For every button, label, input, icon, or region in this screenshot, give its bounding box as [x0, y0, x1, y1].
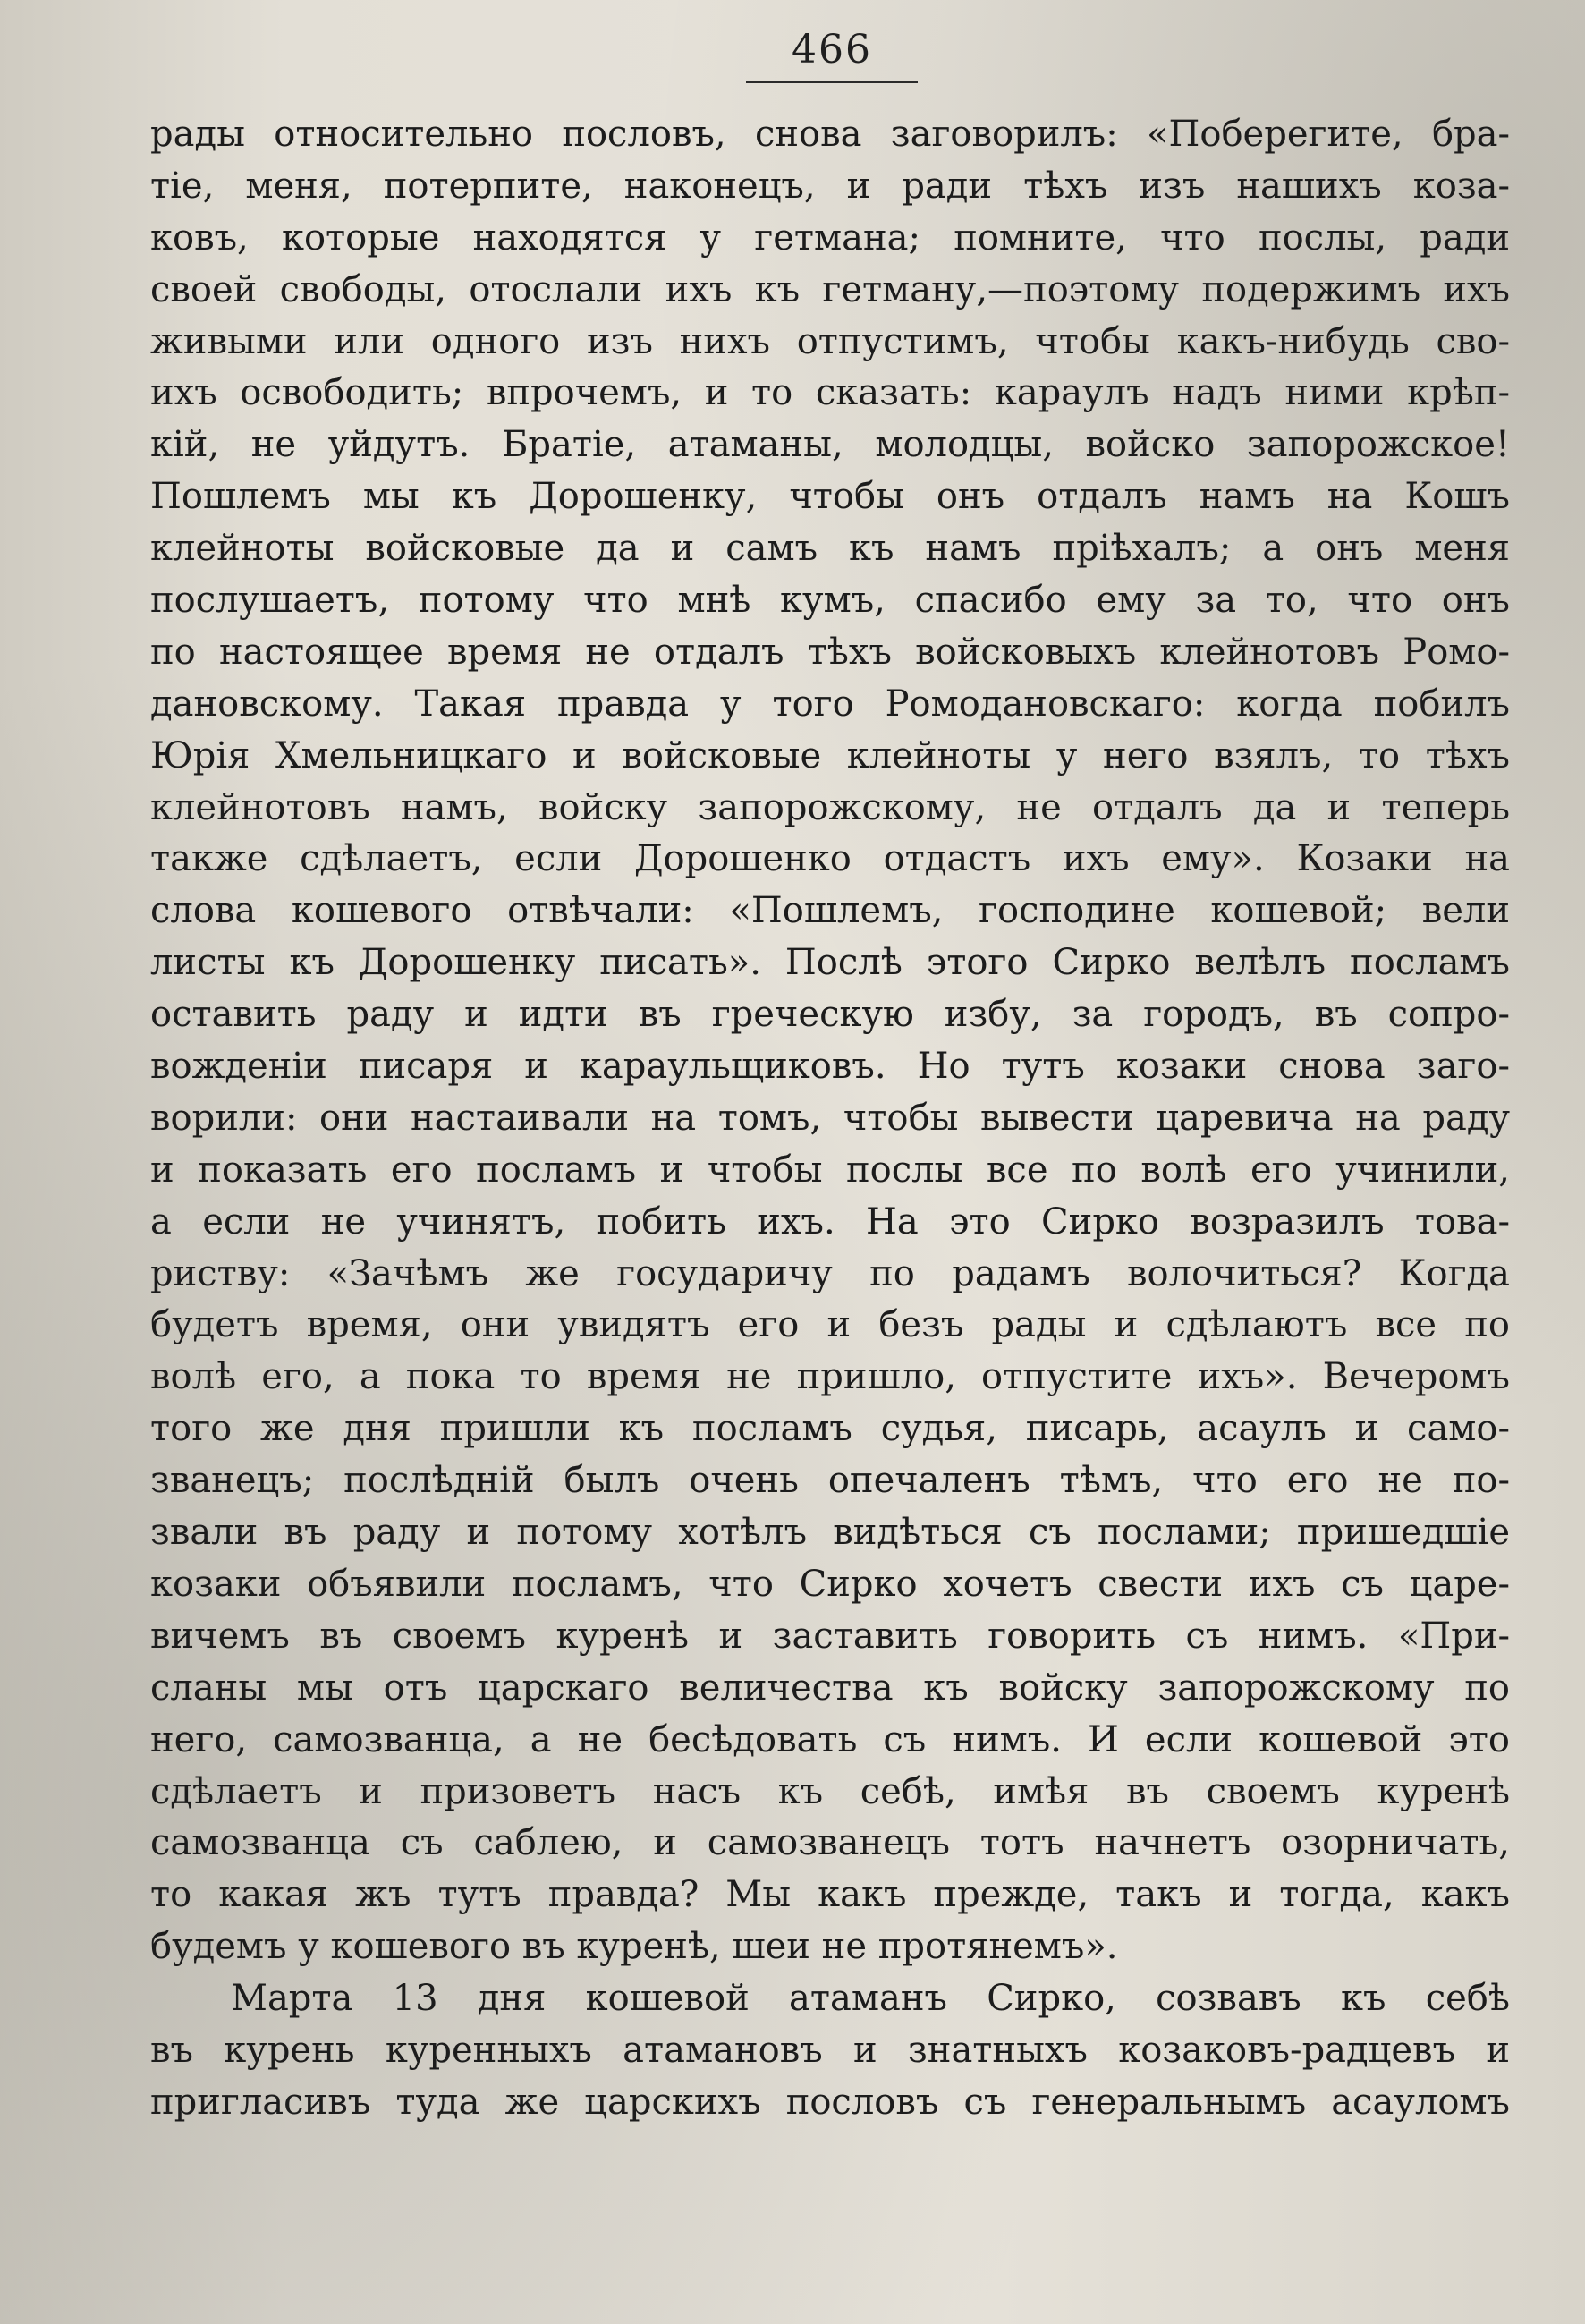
text-line: будемъ у кошевого въ куренѣ, шеи не протянемъ».	[150, 1926, 1118, 1968]
text-line: по настоящее время не отдалъ тѣхъ войсковыхъ клейнотовъ Ромо-	[150, 631, 1510, 673]
text-line: звали въ раду и потому хотѣлъ видѣться съ послами; пришедшіе	[150, 1512, 1510, 1554]
text-line: того же дня пришли къ посламъ судья, писарь, асаулъ и само-	[150, 1408, 1510, 1450]
text-line: будетъ время, они увидятъ его и безъ рады и сдѣлаютъ все по	[150, 1304, 1510, 1346]
text-line: живыми или одного изъ нихъ отпустимъ, чтобы какъ-нибудь сво-	[150, 320, 1510, 362]
text-line: званецъ; послѣдній былъ очень опечаленъ тѣмъ, что его не по-	[150, 1460, 1510, 1502]
text-line: Юрія Хмельницкаго и войсковые клейноты у него взялъ, то тѣхъ	[150, 734, 1510, 776]
text-line: сдѣлаетъ и призоветъ насъ къ себѣ, имѣя въ своемъ куренѣ	[150, 1770, 1510, 1812]
text-line: и показать его посламъ и чтобы послы все по волѣ его учинили,	[150, 1149, 1510, 1191]
text-line: въ курень куренныхъ атамановъ и знатныхъ козаковъ-радцевъ и	[150, 2029, 1510, 2071]
text-line: сланы мы отъ царскаго величества къ войску запорожскому по	[150, 1667, 1510, 1709]
text-line: слова кошевого отвѣчали: «Пошлемъ, господине кошевой; вели	[150, 890, 1510, 932]
text-line: клейноты войсковые да и самъ къ намъ пріѣхалъ; а онъ меня	[150, 528, 1510, 570]
text-line: послушаетъ, потому что мнѣ кумъ, спасибо ему за то, что онъ	[150, 580, 1510, 622]
text-line: пригласивъ туда же царскихъ пословъ съ генеральнымъ асауломъ	[150, 2081, 1510, 2123]
text-line: своей свободы, отослали ихъ къ гетману,—поэтому подержимъ ихъ	[150, 268, 1510, 310]
text-line: оставить раду и идти въ греческую избу, за городъ, въ сопро-	[150, 994, 1510, 1036]
text-line: вичемъ въ своемъ куренѣ и заставить говорить съ нимъ. «При-	[150, 1615, 1510, 1657]
text-line: дановскому. Такая правда у того Ромодановскаго: когда побилъ	[150, 683, 1510, 725]
text-line: ковъ, которые находятся у гетмана; помните, что послы, ради	[150, 216, 1510, 259]
text-line: а если не учинятъ, побить ихъ. На это Сирко возразилъ това-	[150, 1200, 1510, 1243]
page-number-underline	[746, 81, 918, 83]
text-line: самозванца съ саблею, и самозванецъ тотъ начнетъ озорничать,	[150, 1822, 1510, 1864]
text-line: волѣ его, а пока то время не пришло, отпустите ихъ». Вечеромъ	[150, 1356, 1510, 1398]
text-line: клейнотовъ намъ, войску запорожскому, не отдалъ да и теперь	[150, 786, 1510, 828]
text-line: ворили: они настаивали на томъ, чтобы вывести царевича на раду	[150, 1097, 1510, 1139]
text-line: ихъ освободить; впрочемъ, и то сказать: караулъ надъ ними крѣп-	[150, 372, 1510, 414]
text-line: кій, не уйдутъ. Братіе, атаманы, молодцы, войско запорожское!	[150, 424, 1510, 466]
text-line: Пошлемъ мы къ Дорошенку, чтобы онъ отдалъ намъ на Кошъ	[150, 476, 1510, 518]
text-line: него, самозванца, а не бесѣдовать съ нимъ. И если кошевой это	[150, 1718, 1510, 1760]
text-line: вожденіи писаря и караульщиковъ. Но тутъ козаки снова заго-	[150, 1046, 1510, 1088]
text-line: риству: «Зачѣмъ же государичу по радамъ волочиться? Когда	[150, 1252, 1510, 1294]
text-line: листы къ Дорошенку писать». Послѣ этого Сирко велѣлъ посламъ	[150, 942, 1510, 984]
body-text	[150, 109, 1510, 2129]
paragraph-start-line: Марта 13 дня кошевой атаманъ Сирко, созвавъ къ себѣ	[231, 1978, 1510, 2020]
text-line: также сдѣлаетъ, если Дорошенко отдастъ ихъ ему». Козаки на	[150, 838, 1510, 880]
text-line: козаки объявили посламъ, что Сирко хочетъ свести ихъ съ царе-	[150, 1563, 1510, 1605]
page-number: 466	[792, 27, 872, 72]
text-line: то какая жъ тутъ правда? Мы какъ прежде, такъ и тогда, какъ	[150, 1874, 1510, 1916]
text-line: тіе, меня, потерпите, наконецъ, и ради тѣхъ изъ нашихъ коза-	[150, 165, 1510, 207]
text-line: рады относительно пословъ, снова заговорилъ: «Поберегите, бра-	[150, 114, 1510, 155]
